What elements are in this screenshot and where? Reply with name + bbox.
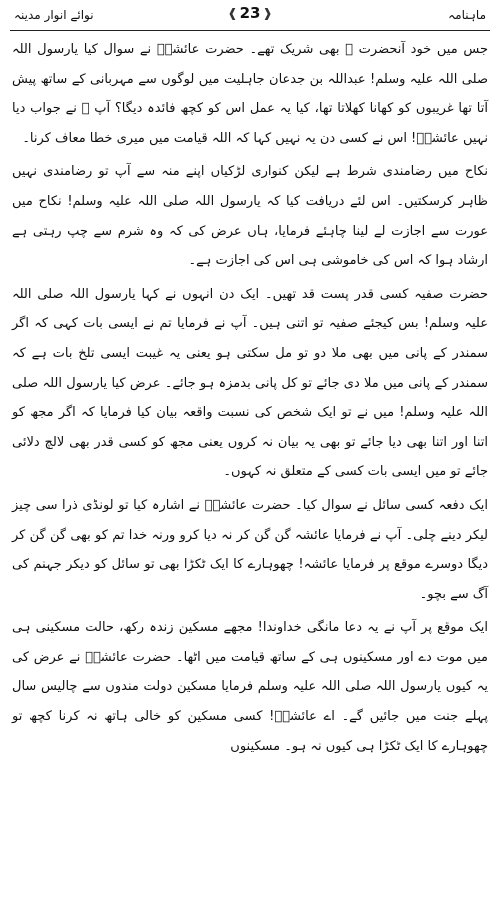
page-header	[8, 0, 492, 30]
header-divider	[10, 30, 490, 31]
article-body	[8, 35, 492, 761]
paragraph: نکاح میں رضامندی شرط ہے لیکن کنواری لڑکیاں اپنے منہ سے آپ تو رضامندی نہیں ظاہر کرسکتیں۔ اس لئے دریافت کیا کہ یارسول اللہ صلی اللہ علیہ وسلم! نکاح میں عورت سے اجازت لے لینا چاہئے فرمایا، ہاں عرض کی کہ وہ شرم سے چپ رہتی ہے ارشاد ہوا کہ اس کی خاموشی ہی اس کی اجازت ہے۔	[12, 164, 488, 269]
paragraph: ایک موقع پر آپ نے یہ دعا مانگی خداوندا! مجھے مسکین زندہ رکھ، حالت مسکینی ہی میں موت دے اور مسکینوں ہی کے ساتھ قیامت میں اٹھا۔ حضرت عائشہؓ نے عرض کی یہ کیوں یارسول اللہ صلی اللہ علیہ وسلم فرمایا مسکین دولت مندوں سے چالیس سال پہلے جنت میں جائیں گے۔ اے عائشہؓ! کسی مسکین کو خالی ہاتھ نہ کرنا کچھ تو چھوہارے کا ایک ٹکڑا ہی کیوں نہ ہو۔ مسکینوں	[12, 620, 488, 754]
ornament-right-icon: ❱	[227, 6, 238, 20]
page-number-box	[228, 4, 273, 22]
ornament-left-icon: ❰	[262, 6, 273, 20]
paragraph: حضرت صفیہ کسی قدر پست قد تھیں۔ ایک دن انہوں نے کہا یارسول اللہ صلی اللہ علیہ وسلم! بس کیجئے صفیہ تو اتنی ہیں۔ آپ نے فرمایا تم نے ایسی بات کہی کہ اگر سمندر کے پانی میں بھی ملا دو تو مل سکتی ہو یعنی یہ غیبت ایسی تلخ بات ہے کہ سمندر کے پانی میں ملا دی جائے تو کل پانی بدمزہ ہو جائے۔ عرض کیا یارسول اللہ صلی اللہ علیہ وسلم! میں نے تو ایک شخص کی نسبت واقعہ بیان کیا فرمایا کہ اگر مجھ کو اتنا اور اتنا بھی دیا جائے تو بھی یہ بیان نہ کروں یعنی مجھ کو کسی قدر بھی لالچ دلائی جائے تو میں ایسی بات کسی کے متعلق نہ کہوں۔	[12, 286, 488, 480]
page-number: 23	[239, 4, 261, 22]
paragraph: جس میں خود آنحضرت ﷺ بھی شریک تھے۔ حضرت عائشہؓ نے سوال کیا یارسول اللہ صلی اللہ علیہ وسلم! عبداللہ بن جدعان جاہلیت میں لوگوں سے مہربانی کے ساتھ پیش آتا تھا غریبوں کو کھانا کھلاتا تھا، کیا یہ عمل اس کو کچھ فائدہ دیگا؟ آپ ﷺ نے جواب دیا نہیں عائشہؓ! اس نے کسی دن یہ نہیں کہا کہ اللہ قیامت میں میری خطا معاف کرنا۔	[12, 42, 488, 146]
magazine-subtitle: نوائے انوار مدینہ	[14, 8, 94, 22]
magazine-name: ماہنامہ	[448, 8, 486, 22]
paragraph: ایک دفعہ کسی سائل نے سوال کیا۔ حضرت عائشہؓ نے اشارہ کیا تو لونڈی ذرا سی چیز لیکر دینے چلی۔ آپ نے فرمایا عائشہ گن گن کر نہ دیا کرو ورنہ خدا تم کو بھی گن گن کر دیگا دوسرے موقع پر فرمایا عائشہ! چھوہارے کا ایک ٹکڑا بھی تو سائل کو دیکر جہنم کی آگ سے بچو۔	[12, 497, 488, 602]
